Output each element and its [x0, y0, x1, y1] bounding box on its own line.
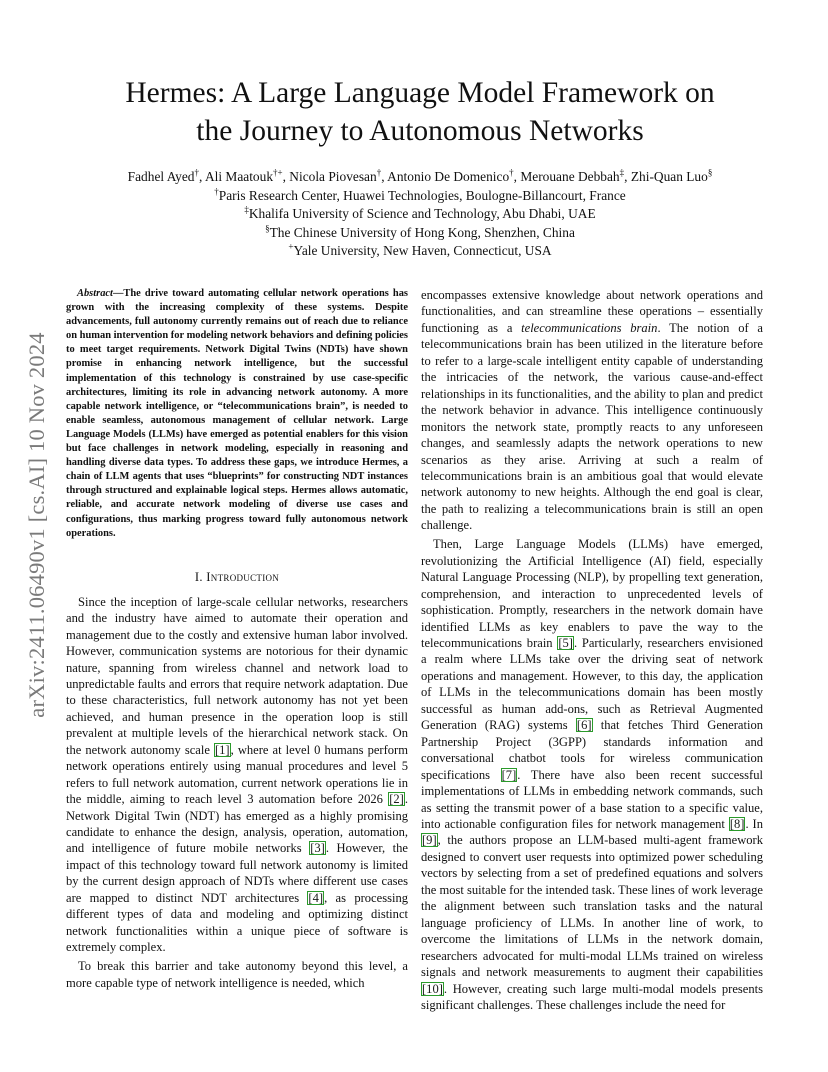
citation-link[interactable]: [3]: [310, 841, 325, 856]
paragraph-text: . Particularly, researchers envisioned a realm where LLMs take over the driving seat of network operations and management. However, to this day, the application of LLMs in the telecommunications domain has been mostly successful as human add-ons, such as Retrieval Augmented Generation (RAG) systems: [421, 636, 763, 733]
right-column: [421, 287, 763, 1013]
citation-link[interactable]: [8]: [729, 817, 745, 831]
title-line-1: Hermes: A Large Language Model Framework on: [125, 77, 715, 109]
paragraph-text: . However, creating such large multi-modal models presents significant challenges. These challenges include the need for: [421, 981, 763, 1012]
intro-paragraph-3: [421, 536, 763, 1013]
abstract-label: Abstract: [77, 288, 113, 299]
affiliation-line: [60, 187, 780, 206]
citation-link[interactable]: [4]: [308, 890, 324, 905]
paragraph-text: , as processing different types of data and modeling and optimizing distinct network functionalities within a unique piece of software is extremely complex.: [66, 890, 408, 955]
emphasized-term: telecommunications brain: [521, 320, 658, 335]
author-name: Antonio De Domenico: [387, 169, 510, 184]
affiliation-text: Paris Research Center, Huawei Technologies, Boulogne-Billancourt, France: [218, 187, 626, 203]
intro-paragraph-2-continued: [421, 287, 763, 534]
citation-link[interactable]: [10]: [422, 981, 443, 996]
paragraph-text: . In: [745, 817, 763, 831]
author-affiliation-mark: §: [707, 167, 713, 178]
author-affiliation-mark: †+: [273, 167, 283, 178]
author-affiliation-mark: †: [194, 167, 199, 178]
left-column: [66, 287, 408, 991]
affiliation-text: The Chinese University of Hong Kong, Shenzhen, China: [269, 224, 575, 240]
intro-paragraph-2: To break this barrier and take autonomy beyond this level, a more capable type of network intelligence is needed, which: [66, 959, 408, 990]
paper-title: [60, 74, 780, 150]
author-affiliation-mark: †: [509, 167, 514, 178]
citation-link[interactable]: [6]: [576, 718, 592, 733]
author-affiliation-mark: †: [376, 167, 382, 178]
author-affiliation-mark: ‡: [619, 167, 625, 178]
citation-link[interactable]: [9]: [422, 833, 437, 848]
paragraph-text: Then, Large Language Models (LLMs) have emerged, revolutionizing the Artificial Intelligence (AI) field, especially Natural Language Processing (NLP), by propelling text generation, comprehension, and interaction to unprecedented levels of sophistication. Promptly, researchers in the network domain have identified LLMs as key enablers to pave the way to the telecommunications brain: [421, 537, 763, 651]
affiliation-line: [60, 224, 780, 243]
affiliation-text: Yale University, New Haven, Connecticut, USA: [293, 243, 552, 258]
affiliation-mark: †: [214, 186, 219, 197]
affiliation-text: Khalifa University of Science and Technology, Abu Dhabi, UAE: [248, 206, 596, 221]
paragraph-text: . There have also been recent successful implementations of LLMs in embedding network commands, such as setting the transmit power of a base station to a specific value, into actionable configuration files for network management: [421, 767, 764, 831]
abstract-text: —The drive toward automating cellular network operations has grown with the increasing complexity of these systems. Despite advancements, full autonomy currently remains out of reach due to reliance on human intervention for modeling network behaviors and defining policies to meet target requirements. Network Digital Twins (NDTs) have shown promise in enhancing network intelligence, but the successful implementation of this technology is constrained by use case-specific architectures, limiting its role in advancing network autonomy. A more capable network intelligence, or “telecommunications brain”, is needed to enable seamless, autonomous management of cellular network. Large Language Models (LLMs) have emerged as potential enablers for this vision but face challenges in network modeling, especially in reasoning and handling diverse data types. To address these gaps, we introduce Hermes, a chain of LLM agents that uses “blueprints” for constructing NDT instances through structured and explainable logical steps. Hermes allows automatic, reliable, and accurate network modeling of diverse use cases and configurations, thus marking progress toward fully autonomous network operations.: [66, 288, 408, 539]
author-block: [60, 168, 780, 261]
author-name: Nicola Piovesan: [289, 169, 377, 184]
affiliation-mark: §: [265, 223, 270, 234]
affiliation-line: [60, 242, 780, 261]
author-name: Fadhel Ayed: [127, 169, 195, 184]
author-name: Zhi-Quan Luo: [630, 169, 708, 184]
author-list: Fadhel Ayed†, Ali Maatouk†+, Nicola Piovesan†, Antonio De Domenico†, Merouane Debbah‡, Zhi-Quan Luo§: [127, 167, 713, 184]
arxiv-identifier-stamp: [22, 290, 52, 760]
affiliation-mark: ‡: [244, 204, 249, 215]
title-line-2: the Journey to Autonomous Networks: [196, 115, 644, 147]
paragraph-text: . The notion of a telecommunications brain has been utilized in the literature before to refer to a large-scale intelligent entity capable of understanding the intricacies of the network, the various cause-and-effect relationships in its functionalities, and the ability to plan and predict the network behavior in advance. This intelligence continuously monitors the network state, promptly reacts to any unforeseen changes, and seamlessly adapts the network operations to new scenarios as they arise. Arriving at such a realm of telecommunications brain is an ambitious goal that would elevate network autonomy to new heights. Although the end goal is clear, the path to realizing a telecommunications brain is still an open challenge.: [421, 320, 763, 533]
arxiv-identifier-text: arXiv:2411.06490v1 [cs.AI] 10 Nov 2024: [24, 332, 49, 718]
paragraph-text: Since the inception of large-scale cellular networks, researchers and the industry have aimed to automate their operation and management due to the costly and extensive human labor involved. However, communication systems are notorious for their dynamic nature, spanning from wireless channel and network load to unpredictable faults and errors that require network adaptation. Due to these characteristics, full network autonomy has not yet been achieved, and human presence in the operation loop is still prevalent at multiple levels of the hierarchical network stack. On the network autonomy scale: [66, 594, 408, 757]
paragraph-text: . However, the impact of this technology toward full network autonomy is limited by the current design approach of NDTs where different use cases are mapped to distinct NDT architectures: [66, 841, 409, 905]
author-name: Merouane Debbah: [520, 169, 620, 184]
paragraph-text: , the authors propose an LLM-based multi-agent framework designed to convert user requests into optimized power scheduling vectors by selecting from a set of predefined equations and solvers the most suitable for the intended task. These lines of work leverage the alignment between such translation tasks and the natural language proficiency of LLMs. In another line of work, to overcome the limitations of LLMs in the network domain, researchers advocated for multi-modal LLMs trained on wireless signals and network measurements to augment their capabilities: [421, 833, 763, 980]
intro-paragraph-1: [66, 594, 408, 956]
citation-link[interactable]: [7]: [501, 767, 517, 782]
affiliation-line: [60, 205, 780, 224]
section-title-text: Introduction: [206, 569, 280, 584]
paragraph-text: that fetches Third Generation Partnership Project (3GPP) standards information and conversational chatbot tools for wireless communication specifications: [421, 718, 764, 782]
paragraph-text: . Network Digital Twin (NDT) has emerged as a highly promising candidate to enhance the design, analysis, operation, automation, and intelligence of future mobile networks: [66, 792, 408, 856]
section-heading-introduction: [66, 570, 408, 585]
author-name: Ali Maatouk: [204, 169, 274, 184]
citation-link[interactable]: [1]: [214, 742, 230, 757]
paragraph-text: encompasses extensive knowledge about network operations and functionalities, and can streamline these operations – essentially functioning as a: [421, 288, 763, 335]
affiliation-mark: +: [288, 241, 294, 252]
citation-link[interactable]: [2]: [389, 792, 404, 807]
abstract: [66, 287, 408, 541]
paragraph-text: , where at level 0 humans perform network operations entirely using manual procedures and level 5 refers to full network automation, current network operations lie in the middle, aiming to reach level 3 automation before 2026: [66, 742, 408, 807]
section-number: I.: [194, 569, 203, 584]
citation-link[interactable]: [5]: [558, 636, 573, 651]
